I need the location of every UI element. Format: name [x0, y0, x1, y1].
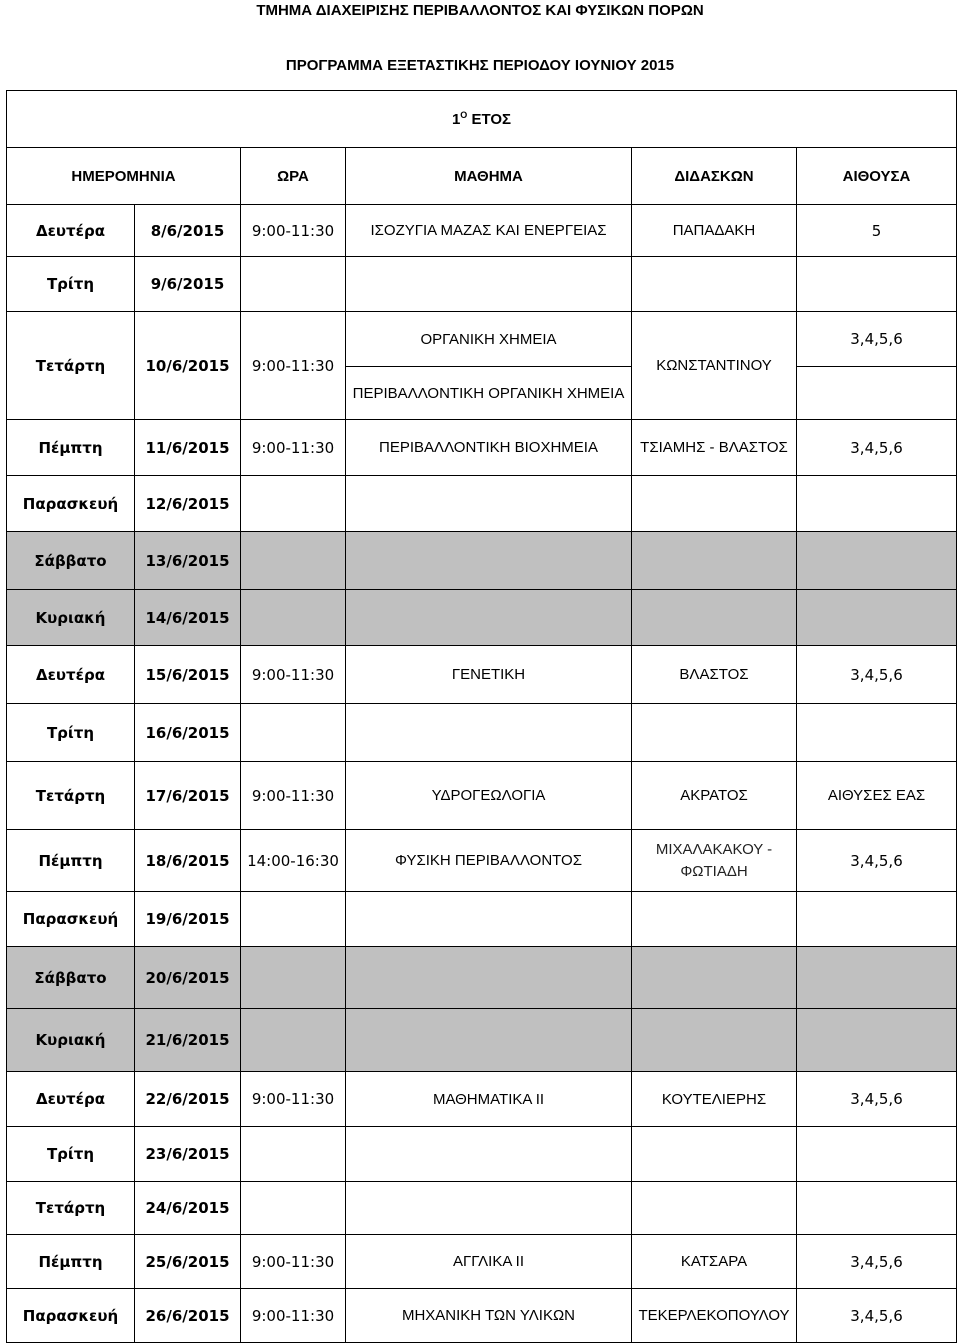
course-cell: ΟΡΓΑΝΙΚΗ ΧΗΜΕΙΑ — [346, 312, 632, 367]
date-cell: 17/6/2015 — [135, 762, 241, 830]
column-header-row — [7, 148, 957, 205]
date-cell: 23/6/2015 — [135, 1127, 241, 1182]
course-cell: ΜΗΧΑΝΙΚΗ ΤΩΝ ΥΛΙΚΩΝ — [346, 1289, 632, 1343]
teacher-cell — [632, 476, 797, 532]
course-cell — [346, 257, 632, 312]
day-cell: Τετάρτη — [7, 1182, 135, 1235]
room-cell-empty — [797, 367, 957, 420]
table-row — [7, 704, 957, 762]
day-cell: Σάββατο — [7, 532, 135, 590]
time-cell — [241, 1182, 346, 1235]
day-cell: Πέμπτη — [7, 420, 135, 476]
room-cell — [797, 257, 957, 312]
table-row — [7, 947, 957, 1009]
teacher-cell — [632, 532, 797, 590]
table-row — [7, 1127, 957, 1182]
col-header-teacher: ΔΙΔΑΣΚΩΝ — [632, 148, 797, 205]
date-cell: 10/6/2015 — [135, 312, 241, 420]
date-cell: 19/6/2015 — [135, 892, 241, 947]
room-cell: 3,4,5,6 — [797, 420, 957, 476]
date-cell: 11/6/2015 — [135, 420, 241, 476]
year-label: ΕΤΟΣ — [471, 111, 512, 128]
day-cell: Τετάρτη — [7, 762, 135, 830]
course-cell-secondary: ΠΕΡΙΒΑΛΛΟΝΤΙΚΗ ΟΡΓΑΝΙΚΗ ΧΗΜΕΙΑ — [346, 367, 632, 420]
room-cell: 3,4,5,6 — [797, 646, 957, 704]
room-cell — [797, 1127, 957, 1182]
teacher-cell: ΤΕΚΕΡΛΕΚΟΠΟΥΛΟΥ — [632, 1289, 797, 1343]
table-row — [7, 646, 957, 704]
day-cell: Τρίτη — [7, 704, 135, 762]
date-cell: 22/6/2015 — [135, 1072, 241, 1127]
room-cell: 3,4,5,6 — [797, 1072, 957, 1127]
col-header-room: ΑΙΘΟΥΣΑ — [797, 148, 957, 205]
teacher-cell — [632, 1009, 797, 1072]
date-cell: 25/6/2015 — [135, 1235, 241, 1289]
col-header-time: ΩΡΑ — [241, 148, 346, 205]
room-cell — [797, 590, 957, 646]
time-cell: 9:00-11:30 — [241, 205, 346, 257]
table-row — [7, 830, 957, 892]
date-cell: 20/6/2015 — [135, 947, 241, 1009]
time-cell: 9:00-11:30 — [241, 1235, 346, 1289]
day-cell: Πέμπτη — [7, 830, 135, 892]
room-cell — [797, 532, 957, 590]
teacher-cell: ΚΟΥΤΕΛΙΕΡΗΣ — [632, 1072, 797, 1127]
table-row — [7, 1182, 957, 1235]
teacher-cell: ΑΚΡΑΤΟΣ — [632, 762, 797, 830]
date-cell: 8/6/2015 — [135, 205, 241, 257]
course-cell — [346, 892, 632, 947]
table-row — [7, 312, 957, 367]
time-cell — [241, 892, 346, 947]
course-cell: ΑΓΓΛΙΚΑ ΙΙ — [346, 1235, 632, 1289]
room-cell — [797, 1009, 957, 1072]
time-cell: 9:00-11:30 — [241, 1072, 346, 1127]
day-cell: Παρασκευή — [7, 476, 135, 532]
day-cell: Παρασκευή — [7, 1289, 135, 1343]
time-cell: 9:00-11:30 — [241, 420, 346, 476]
teacher-cell — [632, 704, 797, 762]
col-header-course: ΜΑΘΗΜΑ — [346, 148, 632, 205]
year-row — [7, 91, 957, 148]
teacher-cell — [632, 590, 797, 646]
date-cell: 13/6/2015 — [135, 532, 241, 590]
program-title: ΠΡΟΓΡΑΜΜΑ ΕΞΕΤΑΣΤΙΚΗΣ ΠΕΡΙΟΔΟΥ ΙΟΥΝΙΟΥ 2015 — [285, 57, 675, 74]
room-cell — [797, 1182, 957, 1235]
date-cell: 24/6/2015 — [135, 1182, 241, 1235]
teacher-cell: ΜΙΧΑΛΑΚΑΚΟΥ - ΦΩΤΙΑΔΗ — [632, 830, 797, 892]
date-cell: 14/6/2015 — [135, 590, 241, 646]
time-cell: 14:00-16:30 — [241, 830, 346, 892]
room-cell: 3,4,5,6 — [797, 312, 957, 367]
day-cell: Παρασκευή — [7, 892, 135, 947]
room-cell: 3,4,5,6 — [797, 1235, 957, 1289]
date-cell: 12/6/2015 — [135, 476, 241, 532]
teacher-cell — [632, 947, 797, 1009]
day-cell: Τρίτη — [7, 1127, 135, 1182]
time-cell: 9:00-11:30 — [241, 762, 346, 830]
table-row — [7, 205, 957, 257]
table-row — [7, 476, 957, 532]
course-cell: ΥΔΡΟΓΕΩΛΟΓΙΑ — [346, 762, 632, 830]
teacher-cell: ΚΩΝΣΤΑΝΤΙΝΟΥ — [632, 312, 797, 420]
time-cell — [241, 1009, 346, 1072]
time-cell — [241, 704, 346, 762]
table-row — [7, 892, 957, 947]
time-cell — [241, 590, 346, 646]
time-cell — [241, 532, 346, 590]
day-cell: Σάββατο — [7, 947, 135, 1009]
time-cell: 9:00-11:30 — [241, 1289, 346, 1343]
exam-schedule-table — [6, 90, 957, 1343]
time-cell: 9:00-11:30 — [241, 646, 346, 704]
time-cell — [241, 947, 346, 1009]
day-cell: Κυριακή — [7, 590, 135, 646]
table-row — [7, 420, 957, 476]
table-row — [7, 1235, 957, 1289]
date-cell: 9/6/2015 — [135, 257, 241, 312]
course-cell: ΓΕΝΕΤΙΚΗ — [346, 646, 632, 704]
year-number: 1 — [451, 111, 461, 128]
day-cell: Πέμπτη — [7, 1235, 135, 1289]
year-heading — [7, 91, 957, 148]
course-cell — [346, 947, 632, 1009]
room-cell: 5 — [797, 205, 957, 257]
time-cell: 9:00-11:30 — [241, 312, 346, 420]
day-cell: Δευτέρα — [7, 1072, 135, 1127]
course-cell — [346, 532, 632, 590]
day-cell: Κυριακή — [7, 1009, 135, 1072]
date-cell: 15/6/2015 — [135, 646, 241, 704]
room-cell: ΑΙΘΥΣΕΣ ΕΑΣ — [797, 762, 957, 830]
table-row — [7, 1289, 957, 1343]
teacher-cell: ΚΑΤΣΑΡΑ — [632, 1235, 797, 1289]
room-cell — [797, 892, 957, 947]
date-cell: 26/6/2015 — [135, 1289, 241, 1343]
col-header-date: ΗΜΕΡΟΜΗΝΙΑ — [7, 148, 241, 205]
table-row — [7, 257, 957, 312]
department-title: ΤΜΗΜΑ ΔΙΑΧΕΙΡΙΣΗΣ ΠΕΡΙΒΑΛΛΟΝΤΟΣ ΚΑΙ ΦΥΣΙΚΩΝ ΠΟΡΩΝ — [256, 2, 704, 19]
course-cell: ΜΑΘΗΜΑΤΙΚΑ ΙΙ — [346, 1072, 632, 1127]
table-row — [7, 1009, 957, 1072]
course-cell — [346, 590, 632, 646]
teacher-cell: ΒΛΑΣΤΟΣ — [632, 646, 797, 704]
room-cell: 3,4,5,6 — [797, 1289, 957, 1343]
day-cell: Τετάρτη — [7, 312, 135, 420]
room-cell: 3,4,5,6 — [797, 830, 957, 892]
teacher-cell — [632, 1182, 797, 1235]
teacher-cell: ΤΣΙΑΜΗΣ - ΒΛΑΣΤΟΣ — [632, 420, 797, 476]
date-cell: 18/6/2015 — [135, 830, 241, 892]
table-row — [7, 762, 957, 830]
date-cell: 16/6/2015 — [135, 704, 241, 762]
course-cell: ΠΕΡΙΒΑΛΛΟΝΤΙΚΗ ΒΙΟΧΗΜΕΙΑ — [346, 420, 632, 476]
teacher-cell: ΠΑΠΑΔΑΚΗ — [632, 205, 797, 257]
course-cell: ΙΣΟΖΥΓΙΑ ΜΑΖΑΣ ΚΑΙ ΕΝΕΡΓΕΙΑΣ — [346, 205, 632, 257]
year-superscript: Ο — [460, 110, 468, 120]
time-cell — [241, 257, 346, 312]
time-cell — [241, 1127, 346, 1182]
course-cell — [346, 476, 632, 532]
course-cell — [346, 704, 632, 762]
teacher-cell — [632, 257, 797, 312]
date-cell: 21/6/2015 — [135, 1009, 241, 1072]
time-cell — [241, 476, 346, 532]
room-cell — [797, 947, 957, 1009]
course-cell — [346, 1127, 632, 1182]
course-cell — [346, 1182, 632, 1235]
teacher-cell — [632, 892, 797, 947]
course-cell: ΦΥΣΙΚΗ ΠΕΡΙΒΑΛΛΟΝΤΟΣ — [346, 830, 632, 892]
room-cell — [797, 476, 957, 532]
day-cell: Τρίτη — [7, 257, 135, 312]
teacher-cell — [632, 1127, 797, 1182]
table-row — [7, 590, 957, 646]
table-row — [7, 532, 957, 590]
day-cell: Δευτέρα — [7, 205, 135, 257]
room-cell — [797, 704, 957, 762]
table-row — [7, 1072, 957, 1127]
course-cell — [346, 1009, 632, 1072]
day-cell: Δευτέρα — [7, 646, 135, 704]
